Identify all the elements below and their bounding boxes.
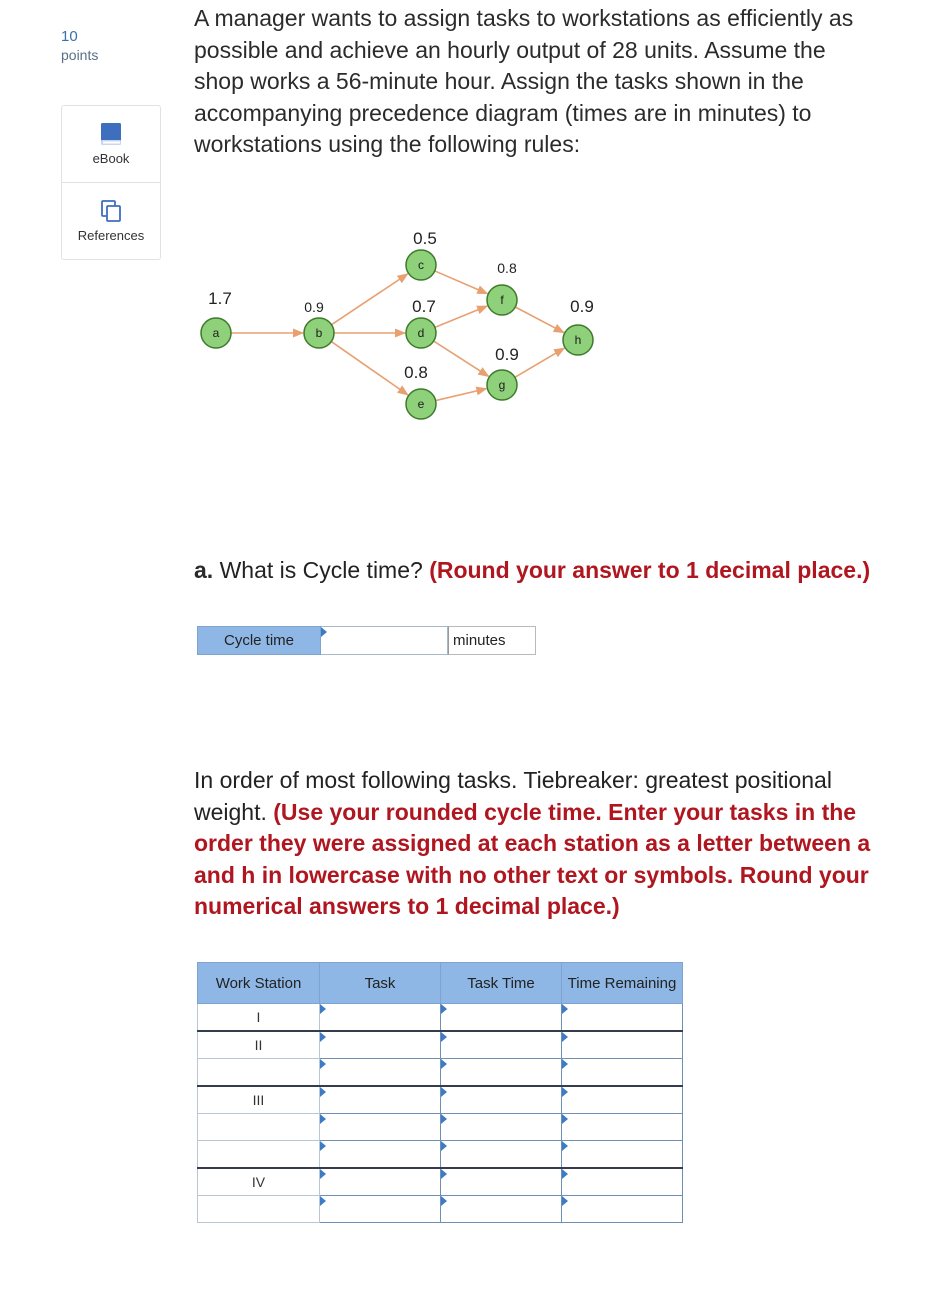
cycle-time-input[interactable]	[321, 626, 448, 655]
edge-d-f	[435, 306, 487, 327]
task-input[interactable]	[320, 1086, 441, 1114]
part-a-question	[194, 555, 884, 587]
task-input[interactable]	[320, 1168, 441, 1196]
input-marker-icon	[320, 1114, 326, 1124]
input-marker-icon	[441, 1196, 447, 1206]
edge-g-h	[515, 348, 564, 377]
input-marker-icon	[562, 1087, 568, 1097]
input-marker-icon	[441, 1004, 447, 1014]
edge-f-h	[515, 307, 564, 333]
part-a-prefix: a.	[194, 557, 214, 583]
task-input[interactable]	[320, 1196, 441, 1223]
input-marker-icon	[320, 1059, 326, 1069]
task-time-input[interactable]	[441, 1196, 562, 1223]
part-a-instruction: (Round your answer to 1 decimal place.)	[429, 557, 871, 583]
table-row	[198, 1196, 683, 1223]
input-marker-icon	[562, 1141, 568, 1151]
cycle-time-label: Cycle time	[197, 626, 321, 655]
node-h-time: 0.9	[570, 297, 594, 316]
node-c-letter: c	[418, 258, 424, 272]
table-row	[198, 1141, 683, 1169]
header-time-remaining: Time Remaining	[562, 963, 683, 1004]
input-marker-icon	[562, 1059, 568, 1069]
table-row	[198, 1004, 683, 1032]
input-marker-icon	[441, 1059, 447, 1069]
task-input[interactable]	[320, 1031, 441, 1059]
node-f-letter: f	[500, 293, 504, 307]
ebook-button[interactable]	[62, 106, 160, 182]
time-remaining-input[interactable]	[562, 1004, 683, 1032]
input-marker-icon	[320, 1141, 326, 1151]
task-input[interactable]	[320, 1114, 441, 1141]
points-indicator	[61, 27, 98, 65]
station-cell: III	[198, 1086, 320, 1114]
task-time-input[interactable]	[441, 1168, 562, 1196]
edge-e-g	[436, 389, 487, 401]
workstation-table	[197, 962, 683, 1223]
ebook-label: eBook	[92, 151, 130, 166]
table-row	[198, 1168, 683, 1196]
time-remaining-input[interactable]	[562, 1168, 683, 1196]
edge-b-c	[331, 274, 407, 325]
station-cell: II	[198, 1031, 320, 1059]
input-marker-icon	[320, 1169, 326, 1179]
resource-panel	[61, 105, 161, 260]
time-remaining-input[interactable]	[562, 1059, 683, 1087]
station-cell: IV	[198, 1168, 320, 1196]
header-task: Task	[320, 963, 441, 1004]
input-marker-icon	[562, 1032, 568, 1042]
part-a-text: What is Cycle time?	[213, 557, 430, 583]
table-row	[198, 1086, 683, 1114]
time-remaining-input[interactable]	[562, 1196, 683, 1223]
input-marker-icon	[320, 1087, 326, 1097]
node-g-letter: g	[498, 378, 506, 392]
copy-icon	[100, 199, 122, 223]
part-b-question	[194, 765, 884, 923]
cycle-time-row	[197, 626, 536, 655]
input-marker-icon	[441, 1141, 447, 1151]
task-time-input[interactable]	[441, 1086, 562, 1114]
references-button[interactable]	[62, 182, 160, 259]
input-marker-icon	[562, 1114, 568, 1124]
cycle-time-unit: minutes	[448, 626, 536, 655]
part-b-instruction: (Use your rounded cycle time. Enter your tasks in the order they were assigned at each station as a letter between a and h in lowercase with no other text or symbols. Round your numerical answers to 1 decimal place.)	[194, 798, 871, 919]
question-text: A manager wants to assign tasks to workstations as efficiently as possible and achieve an hourly output of 28 units. Assume the shop works a 56-minute hour. Assign the tasks shown in the accompanying precedence diagram (times are in minutes) to workstations using the following rules:	[194, 5, 854, 157]
node-b-time: 0.9	[304, 299, 324, 315]
time-remaining-input[interactable]	[562, 1141, 683, 1169]
table-row	[198, 1031, 683, 1059]
references-label: References	[77, 228, 145, 243]
input-marker-icon	[320, 1196, 326, 1206]
task-input[interactable]	[320, 1141, 441, 1169]
time-remaining-input[interactable]	[562, 1114, 683, 1141]
table-header-row	[198, 963, 683, 1004]
input-marker-icon	[321, 627, 327, 637]
station-cell	[198, 1141, 320, 1169]
task-input[interactable]	[320, 1004, 441, 1032]
input-marker-icon	[562, 1169, 568, 1179]
node-e-time: 0.8	[404, 363, 428, 382]
node-e-letter: e	[417, 397, 425, 411]
node-d-time: 0.7	[412, 297, 436, 316]
station-cell	[198, 1196, 320, 1223]
task-time-input[interactable]	[441, 1031, 562, 1059]
station-cell: I	[198, 1004, 320, 1032]
precedence-diagram	[186, 222, 616, 422]
task-time-input[interactable]	[441, 1059, 562, 1087]
time-remaining-input[interactable]	[562, 1031, 683, 1059]
node-c-time: 0.5	[413, 229, 437, 248]
time-remaining-input[interactable]	[562, 1086, 683, 1114]
node-a-time: 1.7	[208, 289, 232, 308]
node-h-letter: h	[574, 333, 582, 347]
edge-b-e	[331, 342, 408, 395]
input-marker-icon	[320, 1032, 326, 1042]
edge-c-f	[435, 271, 488, 294]
task-time-input[interactable]	[441, 1114, 562, 1141]
node-f-time: 0.8	[497, 260, 517, 276]
station-cell	[198, 1114, 320, 1141]
node-d-letter: d	[417, 326, 425, 340]
input-marker-icon	[441, 1169, 447, 1179]
node-a-letter: a	[212, 326, 220, 340]
input-marker-icon	[562, 1004, 568, 1014]
node-g-time: 0.9	[495, 345, 519, 364]
station-cell	[198, 1059, 320, 1087]
input-marker-icon	[320, 1004, 326, 1014]
header-task-time: Task Time	[441, 963, 562, 1004]
task-input[interactable]	[320, 1059, 441, 1087]
table-row	[198, 1114, 683, 1141]
input-marker-icon	[441, 1114, 447, 1124]
node-b-letter: b	[315, 326, 323, 340]
points-label: points	[61, 47, 99, 63]
edge-d-g	[434, 341, 489, 376]
task-time-input[interactable]	[441, 1004, 562, 1032]
header-work-station: Work Station	[198, 963, 320, 1004]
input-marker-icon	[562, 1196, 568, 1206]
points-value: 10	[61, 28, 78, 45]
input-marker-icon	[441, 1032, 447, 1042]
table-row	[198, 1059, 683, 1087]
input-marker-icon	[441, 1087, 447, 1097]
book-icon	[100, 122, 122, 146]
part-b-text: In order of most following tasks. Tiebreaker: greatest positional weight.	[194, 767, 832, 825]
task-time-input[interactable]	[441, 1141, 562, 1169]
